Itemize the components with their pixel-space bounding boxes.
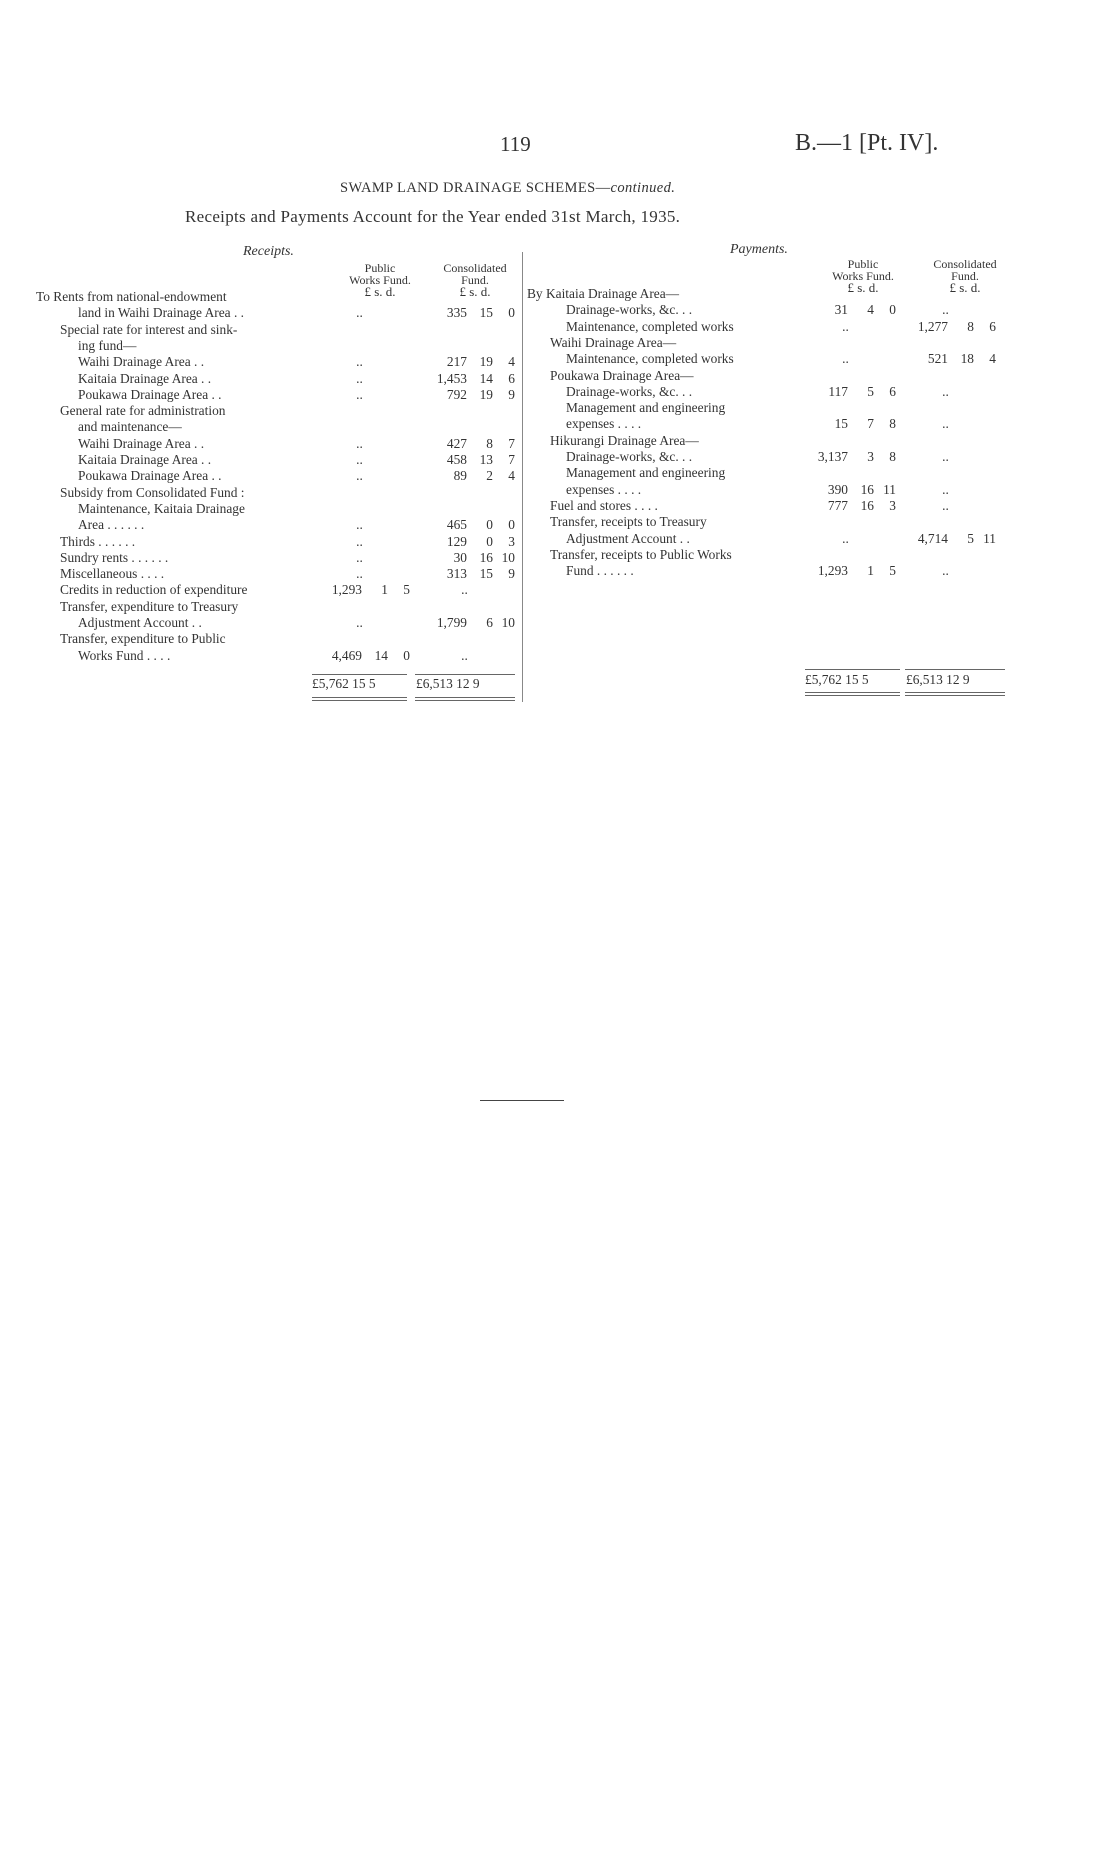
public-works-amount	[804, 563, 899, 579]
pence: 0	[508, 305, 515, 321]
row-label: Transfer, receipts to Public Works	[550, 546, 732, 562]
table-row	[527, 368, 1047, 384]
pounds: 1,277	[917, 318, 948, 334]
col-head-units: £ s. d.	[847, 280, 879, 295]
pence: 0	[508, 517, 515, 533]
row-label: Fuel and stores . . . .	[550, 497, 658, 513]
public-works-amount	[804, 449, 899, 465]
pounds: 117	[828, 383, 848, 399]
nil-mark: ..	[356, 305, 363, 321]
table-row	[527, 384, 1047, 400]
shillings: 5	[867, 383, 874, 399]
nil-mark: ..	[942, 302, 949, 318]
pounds: 521	[927, 351, 948, 367]
public-works-amount	[318, 436, 413, 452]
table-row	[527, 335, 1047, 351]
shillings: 0	[486, 517, 493, 533]
public-works-amount	[318, 534, 413, 550]
nil-mark: ..	[356, 354, 363, 370]
row-label: Sundry rents . . . . . .	[60, 549, 169, 565]
shillings: 18	[960, 351, 974, 367]
pence: 3	[508, 533, 515, 549]
consolidated-fund-amount	[423, 468, 518, 484]
row-label: Special rate for interest and sink-	[60, 321, 238, 337]
payments-pw-double-rule	[805, 692, 900, 696]
col-head-line: Works Fund.	[349, 273, 411, 287]
consolidated-fund-amount	[423, 305, 518, 321]
table-row	[36, 419, 556, 435]
pence: 6	[989, 318, 996, 334]
public-works-amount	[318, 550, 413, 566]
pounds: 427	[446, 435, 467, 451]
row-label: Poukawa Drainage Area—	[550, 367, 694, 383]
pounds: 1,293	[331, 582, 362, 598]
shillings: 1	[867, 563, 874, 579]
pounds: 15	[834, 416, 848, 432]
nil-mark: ..	[356, 386, 363, 402]
row-label: Transfer, expenditure to Treasury	[60, 598, 239, 614]
column-divider	[522, 252, 523, 702]
row-label: Drainage-works, &c. . .	[566, 449, 693, 464]
table-row	[527, 465, 1047, 481]
consolidated-fund-amount	[423, 517, 518, 533]
table-row	[527, 514, 1047, 530]
table-row	[36, 501, 556, 517]
pence: 9	[508, 566, 515, 582]
consolidated-fund-amount	[904, 319, 999, 335]
row-label: Kaitaia Drainage Area . .	[78, 452, 212, 467]
col-head-line: Fund.	[461, 273, 489, 287]
row-label: Maintenance, Kaitaia Drainage	[78, 500, 245, 516]
nil-mark: ..	[356, 533, 363, 549]
consolidated-fund-amount	[904, 531, 999, 547]
receipts-cf-rule	[415, 674, 515, 675]
public-works-amount	[318, 387, 413, 403]
table-row	[527, 400, 1047, 416]
row-label: Works Fund . . . .	[78, 647, 171, 663]
payments-cf-rule	[905, 669, 1005, 670]
public-works-amount	[804, 416, 899, 432]
pounds: 1,293	[817, 563, 848, 579]
pence: 9	[508, 386, 515, 402]
table-row	[527, 433, 1047, 449]
pounds: 217	[446, 354, 467, 370]
col-head-line: Consolidated	[933, 257, 997, 271]
nil-mark: ..	[942, 449, 949, 464]
row-label: General rate for administration	[60, 403, 226, 419]
nil-mark: ..	[942, 416, 949, 432]
pence: 8	[889, 449, 896, 464]
col-head-line: Consolidated	[443, 261, 507, 275]
shillings: 15	[479, 305, 493, 321]
pounds: 3,137	[817, 449, 848, 464]
nil-mark: ..	[356, 615, 363, 630]
shillings: 5	[967, 530, 974, 546]
pounds: 31	[834, 302, 848, 318]
pence: 6	[508, 370, 515, 386]
public-works-amount	[318, 648, 413, 664]
nil-mark: ..	[356, 435, 363, 451]
payments-title: Payments.	[730, 242, 788, 257]
public-works-amount	[318, 354, 413, 370]
nil-mark: ..	[842, 318, 849, 334]
shillings: 2	[486, 468, 493, 484]
receipts-total-pw: £5,762 15 5	[312, 676, 376, 691]
row-label: Waihi Drainage Area . .	[78, 354, 205, 370]
row-label: By Kaitaia Drainage Area—	[527, 286, 680, 301]
nil-mark: ..	[356, 549, 363, 565]
row-label: Waihi Drainage Area . .	[78, 435, 205, 451]
row-label: Adjustment Account . .	[78, 615, 202, 630]
row-label: Area . . . . . .	[78, 517, 145, 533]
table-row	[36, 452, 556, 468]
nil-mark: ..	[356, 566, 363, 582]
table-row	[36, 371, 556, 387]
pence: 0	[889, 302, 896, 318]
consolidated-fund-amount	[904, 482, 999, 498]
pence: 7	[508, 452, 515, 467]
pence: 4	[508, 354, 515, 370]
table-row	[527, 302, 1047, 318]
shillings: 6	[486, 615, 493, 630]
table-row	[36, 354, 556, 370]
nil-mark: ..	[942, 563, 949, 579]
col-head-line: Works Fund.	[832, 269, 894, 283]
nil-mark: ..	[461, 647, 468, 663]
end-rule	[480, 1100, 564, 1101]
public-works-amount	[318, 452, 413, 468]
payments-cf-double-rule	[905, 692, 1005, 696]
page-number: 119	[500, 132, 531, 156]
pence: 7	[508, 435, 515, 451]
pence: 11	[883, 481, 896, 497]
table-row	[36, 289, 556, 305]
row-label: Management and engineering	[566, 400, 726, 416]
row-label: Drainage-works, &c. . .	[566, 302, 693, 318]
pounds: 458	[446, 452, 467, 467]
public-works-amount	[804, 351, 899, 367]
consolidated-fund-amount	[904, 563, 999, 579]
receipts-title: Receipts.	[243, 244, 294, 259]
consolidated-fund-amount	[423, 550, 518, 566]
table-row	[36, 485, 556, 501]
payments-pw-rule	[805, 669, 900, 670]
receipts-pw-double-rule	[312, 697, 407, 701]
consolidated-fund-amount	[904, 449, 999, 465]
table-row	[527, 319, 1047, 335]
public-works-amount	[804, 384, 899, 400]
receipts-pw-rule	[312, 674, 407, 675]
pounds: 4,469	[331, 647, 362, 663]
shillings: 14	[479, 370, 493, 386]
row-label: Management and engineering	[566, 465, 726, 481]
table-row	[527, 482, 1047, 498]
table-row	[527, 547, 1047, 563]
pence: 5	[889, 563, 896, 579]
row-label: Subsidy from Consolidated Fund :	[60, 484, 245, 500]
nil-mark: ..	[461, 582, 468, 598]
shillings: 1	[381, 582, 388, 598]
receipts-cf-double-rule	[415, 697, 515, 701]
pence: 11	[983, 530, 996, 546]
table-row	[36, 599, 556, 615]
row-label: Kaitaia Drainage Area . .	[78, 370, 212, 386]
row-label: Drainage-works, &c. . .	[566, 383, 693, 399]
row-label: and maintenance—	[78, 419, 182, 435]
pounds: 335	[446, 305, 467, 321]
pounds: 1,453	[436, 370, 467, 386]
col-head-units: £ s. d.	[364, 284, 396, 299]
heading-text: SWAMP LAND DRAINAGE SCHEMES—	[340, 180, 611, 196]
pence: 4	[989, 351, 996, 367]
consolidated-fund-amount	[423, 354, 518, 370]
consolidated-fund-amount	[423, 436, 518, 452]
nil-mark: ..	[356, 370, 363, 386]
table-row	[527, 531, 1047, 547]
consolidated-fund-amount	[423, 387, 518, 403]
col-head-line: Public	[364, 261, 396, 275]
public-works-amount	[318, 582, 413, 598]
table-row	[36, 582, 556, 598]
row-label: Waihi Drainage Area—	[550, 334, 677, 350]
pounds: 792	[446, 386, 467, 402]
public-works-amount	[318, 566, 413, 582]
pounds: 30	[453, 549, 467, 565]
nil-mark: ..	[356, 517, 363, 533]
pence: 5	[403, 582, 410, 598]
table-row	[527, 563, 1047, 579]
pounds: 1,799	[436, 615, 467, 630]
pounds: 89	[453, 468, 467, 484]
shillings: 14	[374, 647, 388, 663]
row-label: land in Waihi Drainage Area . .	[78, 305, 245, 321]
payments-total-pw: £5,762 15 5	[805, 672, 869, 687]
table-row	[36, 517, 556, 533]
receipts-total-cf: £6,513 12 9	[416, 676, 480, 691]
shillings: 16	[860, 481, 874, 497]
row-label: Hikurangi Drainage Area—	[550, 432, 699, 448]
consolidated-fund-amount	[904, 384, 999, 400]
table-row	[36, 436, 556, 452]
row-label: Transfer, receipts to Treasury	[550, 514, 707, 530]
row-label: Maintenance, completed works	[566, 318, 734, 334]
table-row	[36, 631, 556, 647]
row-label: Poukawa Drainage Area . .	[78, 386, 222, 402]
row-label: Maintenance, completed works	[566, 351, 734, 367]
nil-mark: ..	[842, 351, 849, 367]
pence: 8	[889, 416, 896, 432]
nil-mark: ..	[842, 530, 849, 546]
pounds: 777	[827, 497, 848, 513]
row-label: Poukawa Drainage Area . .	[78, 468, 222, 484]
table-row	[527, 449, 1047, 465]
shillings: 4	[867, 302, 874, 318]
table-row	[36, 534, 556, 550]
public-works-amount	[318, 305, 413, 321]
public-works-amount	[318, 615, 413, 631]
nil-mark: ..	[942, 383, 949, 399]
pence: 6	[889, 383, 896, 399]
page-reference: B.—1 [Pt. IV].	[795, 130, 939, 156]
col-head-line: Fund.	[951, 269, 979, 283]
table-row	[527, 286, 1047, 302]
account-title: Receipts and Payments Account for the Year ended 31st March, 1935.	[185, 207, 681, 226]
row-label: expenses . . . .	[566, 481, 642, 497]
pence: 3	[889, 497, 896, 513]
pounds: 129	[446, 533, 467, 549]
row-label: ing fund—	[78, 337, 137, 353]
row-label: Adjustment Account . .	[566, 530, 690, 546]
shillings: 13	[479, 452, 493, 467]
shillings: 16	[479, 549, 493, 565]
pence: 10	[501, 615, 515, 630]
pence: 10	[501, 549, 515, 565]
shillings: 0	[486, 533, 493, 549]
col-head-units: £ s. d.	[949, 280, 981, 295]
table-row	[36, 387, 556, 403]
row-label: Transfer, expenditure to Public	[60, 631, 226, 647]
col-head-line: Public	[847, 257, 879, 271]
row-label: Credits in reduction of expenditure	[60, 582, 248, 598]
public-works-amount	[318, 468, 413, 484]
heading-italic: continued.	[610, 180, 676, 196]
table-row	[527, 498, 1047, 514]
table-row	[36, 338, 556, 354]
pounds: 4,714	[917, 530, 948, 546]
consolidated-fund-amount	[423, 371, 518, 387]
public-works-amount	[804, 319, 899, 335]
row-label: Fund . . . . . .	[566, 563, 634, 579]
consolidated-fund-amount	[904, 498, 999, 514]
public-works-amount	[804, 498, 899, 514]
table-row	[36, 403, 556, 419]
shillings: 8	[486, 435, 493, 451]
row-label: To Rents from national-endowment	[36, 289, 227, 304]
public-works-amount	[804, 482, 899, 498]
nil-mark: ..	[356, 468, 363, 484]
consolidated-fund-amount	[904, 302, 999, 318]
col-head-units: £ s. d.	[459, 284, 491, 299]
consolidated-fund-amount	[423, 534, 518, 550]
shillings: 8	[967, 318, 974, 334]
shillings: 3	[867, 449, 874, 464]
pounds: 313	[446, 566, 467, 582]
public-works-amount	[318, 517, 413, 533]
public-works-amount	[318, 371, 413, 387]
public-works-amount	[804, 302, 899, 318]
nil-mark: ..	[942, 481, 949, 497]
consolidated-fund-amount	[904, 416, 999, 432]
shillings: 15	[479, 566, 493, 582]
row-label: expenses . . . .	[566, 416, 642, 432]
nil-mark: ..	[942, 497, 949, 513]
row-label: Miscellaneous . . . .	[60, 566, 165, 582]
table-row	[36, 566, 556, 582]
document-heading	[340, 180, 675, 197]
public-works-amount	[804, 531, 899, 547]
shillings: 7	[867, 416, 874, 432]
pounds: 390	[827, 481, 848, 497]
consolidated-fund-amount	[904, 351, 999, 367]
shillings: 19	[479, 354, 493, 370]
pence: 0	[403, 647, 410, 663]
table-row	[36, 648, 556, 664]
consolidated-fund-amount	[423, 452, 518, 468]
row-label: Thirds . . . . . .	[60, 533, 136, 549]
table-row	[36, 550, 556, 566]
consolidated-fund-amount	[423, 582, 518, 598]
pounds: 465	[446, 517, 467, 533]
table-row	[36, 615, 556, 631]
table-row	[36, 322, 556, 338]
payments-total-cf: £6,513 12 9	[906, 672, 970, 687]
table-row	[36, 468, 556, 484]
shillings: 16	[860, 497, 874, 513]
pence: 4	[508, 468, 515, 484]
shillings: 19	[479, 386, 493, 402]
consolidated-fund-amount	[423, 566, 518, 582]
consolidated-fund-amount	[423, 615, 518, 631]
table-row	[527, 416, 1047, 432]
table-row	[527, 351, 1047, 367]
nil-mark: ..	[356, 452, 363, 467]
consolidated-fund-amount	[423, 648, 518, 664]
table-row	[36, 305, 556, 321]
